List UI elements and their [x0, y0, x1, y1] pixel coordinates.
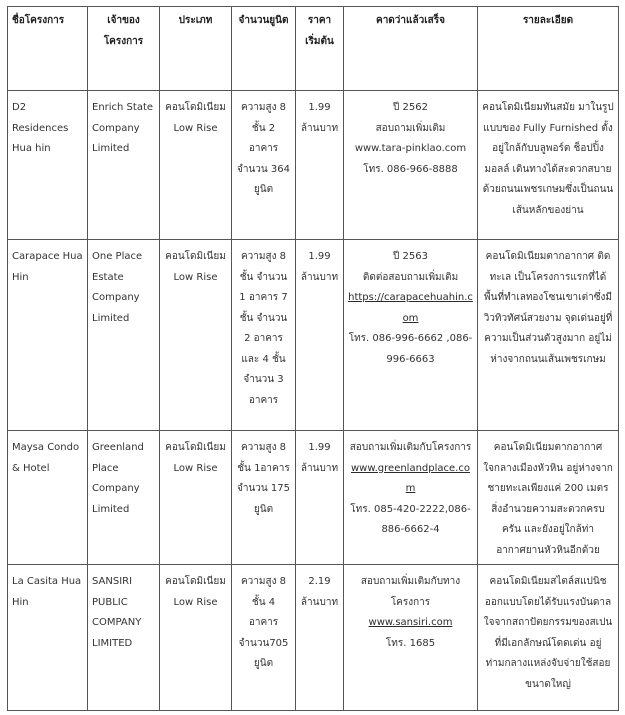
cell-type: คอนโดมิเนียม Low Rise	[160, 240, 232, 431]
header-text: รายละเอียด	[522, 15, 574, 26]
cell-units: ความสูง 8 ชั้น 2 อาคาร จำนวน 364 ยูนิต	[232, 91, 296, 240]
completion-note: สอบถามเพิ่มเติมกับทางโครงการ	[360, 576, 461, 608]
header-text: เจ้าของ	[107, 15, 140, 26]
project-comparison-table-wrapper	[7, 6, 619, 711]
table-row	[8, 240, 619, 431]
table-row	[8, 431, 619, 565]
cell-project-name: Carapace Hua Hin	[8, 240, 88, 431]
column-header-units	[232, 7, 296, 91]
header-text: ชื่อโครงการ	[12, 15, 65, 26]
cell-details: คอนโดมิเนียมตากอากาศใจกลางเมืองหัวหิน อยู่ห่างจากชายทะเลเพียงแค่ 200 เมตร สิ่งอำนวยความสะดวกครบครัน และยังอยู่ใกล้ท่าอากาศยานหัวหินอีกด้วย	[478, 431, 619, 565]
header-text: ประเภท	[178, 15, 213, 26]
phone-number: โทร. 086-996-6662 ,086-996-6663	[348, 333, 473, 365]
cell-details: คอนโดมิเนียมทันสมัย มาในรูปแบบของ Fully Furnished ตั้งอยู่ใกล้กับบลูพอร์ต ช็อปปิ้งมอลล์ เดินทางได้สะดวกสบายด้วยถนนเพชรเกษมซึ่งเป็นถนนเส้นหลักของย่าน	[478, 91, 619, 240]
cell-units: ความสูง 8 ชั้น 4 อาคาร จำนวน705 ยูนิต	[232, 565, 296, 711]
cell-units: ความสูง 8 ชั้น 1อาคาร จำนวน 175 ยูนิต	[232, 431, 296, 565]
cell-owner: Greenland Place Company Limited	[88, 431, 160, 565]
column-header-project-name	[8, 7, 88, 91]
table-row	[8, 565, 619, 711]
completion-note: สอบถามเพิ่มเติมกับโครงการ	[349, 442, 472, 453]
website-link[interactable]: www.greenlandplace.com	[351, 462, 470, 494]
header-text: เริ่มต้น	[305, 36, 334, 47]
cell-starting-price: 1.99 ล้านบาท	[296, 431, 344, 565]
phone-number: โทร. 086-966-8888	[363, 163, 458, 175]
phone-number: โทร. 1685	[385, 637, 436, 649]
phone-number: โทร. 085-420-2222,086-886-6662-4	[350, 503, 471, 535]
table-row	[8, 91, 619, 240]
cell-type: คอนโดมิเนียม Low Rise	[160, 565, 232, 711]
cell-project-name: Maysa Condo & Hotel	[8, 431, 88, 565]
column-header-expected-completion	[344, 7, 478, 91]
project-comparison-table	[7, 6, 619, 711]
header-text: จำนวนยูนิต	[238, 15, 289, 26]
cell-starting-price: 1.99 ล้านบาท	[296, 91, 344, 240]
cell-starting-price: 2.19 ล้านบาท	[296, 565, 344, 711]
header-text: ราคา	[307, 15, 332, 26]
cell-expected-completion	[344, 431, 478, 565]
completion-year: ปี 2562	[393, 102, 428, 113]
website-link[interactable]: https://carapacehuahin.com	[348, 292, 473, 324]
header-text: คาดว่าแล้วเสร็จ	[376, 15, 445, 26]
completion-note: สอบถามเพิ่มเติม	[375, 122, 446, 134]
cell-type: คอนโดมิเนียม Low Rise	[160, 431, 232, 565]
cell-owner: Enrich State Company Limited	[88, 91, 160, 240]
cell-starting-price: 1.99 ล้านบาท	[296, 240, 344, 431]
cell-project-name: D2 Residences Hua hin	[8, 91, 88, 240]
cell-owner: SANSIRI PUBLIC COMPANY LIMITED	[88, 565, 160, 711]
cell-owner: One Place Estate Company Limited	[88, 240, 160, 431]
column-header-details	[478, 7, 619, 91]
website-text: www.tara-pinklao.com	[354, 143, 467, 154]
column-header-owner	[88, 7, 160, 91]
table-header-row	[8, 7, 619, 91]
column-header-type	[160, 7, 232, 91]
cell-expected-completion	[344, 240, 478, 431]
website-link[interactable]: www.sansiri.com	[368, 617, 453, 628]
cell-type: คอนโดมิเนียม Low Rise	[160, 91, 232, 240]
completion-year: ปี 2563	[393, 251, 428, 262]
cell-expected-completion	[344, 91, 478, 240]
cell-expected-completion	[344, 565, 478, 711]
column-header-starting-price	[296, 7, 344, 91]
cell-details: คอนโดมิเนียมตากอากาศ ติดทะเล เป็นโครงการแรกที่ได้พื้นที่ทำเลทองโซนเขาเต่าซึ่งมีวิวทิวทัศน์สวยงาม จุดเด่นอยู่ที่ความเป็นส่วนตัวสูงมาก อยู่ไม่ห่างจากถนนเส้นเพชรเกษม	[478, 240, 619, 431]
cell-details: คอนโดมิเนียมสไตล์สแปนิชออกแบบโดยได้รับแรงบันดาลใจจากสถาปัตยกรรมของสเปนที่มีเอกลักษณ์โดดเด่น อยู่ท่ามกลางแหล่งจับจ่ายใช้สอยขนาดใหญ่	[478, 565, 619, 711]
completion-note: ติดต่อสอบถามเพิ่มเติม	[362, 271, 459, 283]
header-text: โครงการ	[103, 36, 144, 47]
cell-units: ความสูง 8 ชั้น จำนวน 1 อาคาร 7 ชั้น จำนวน 2 อาคาร และ 4 ชั้น จำนวน 3 อาคาร	[232, 240, 296, 431]
cell-project-name: La Casita Hua Hin	[8, 565, 88, 711]
